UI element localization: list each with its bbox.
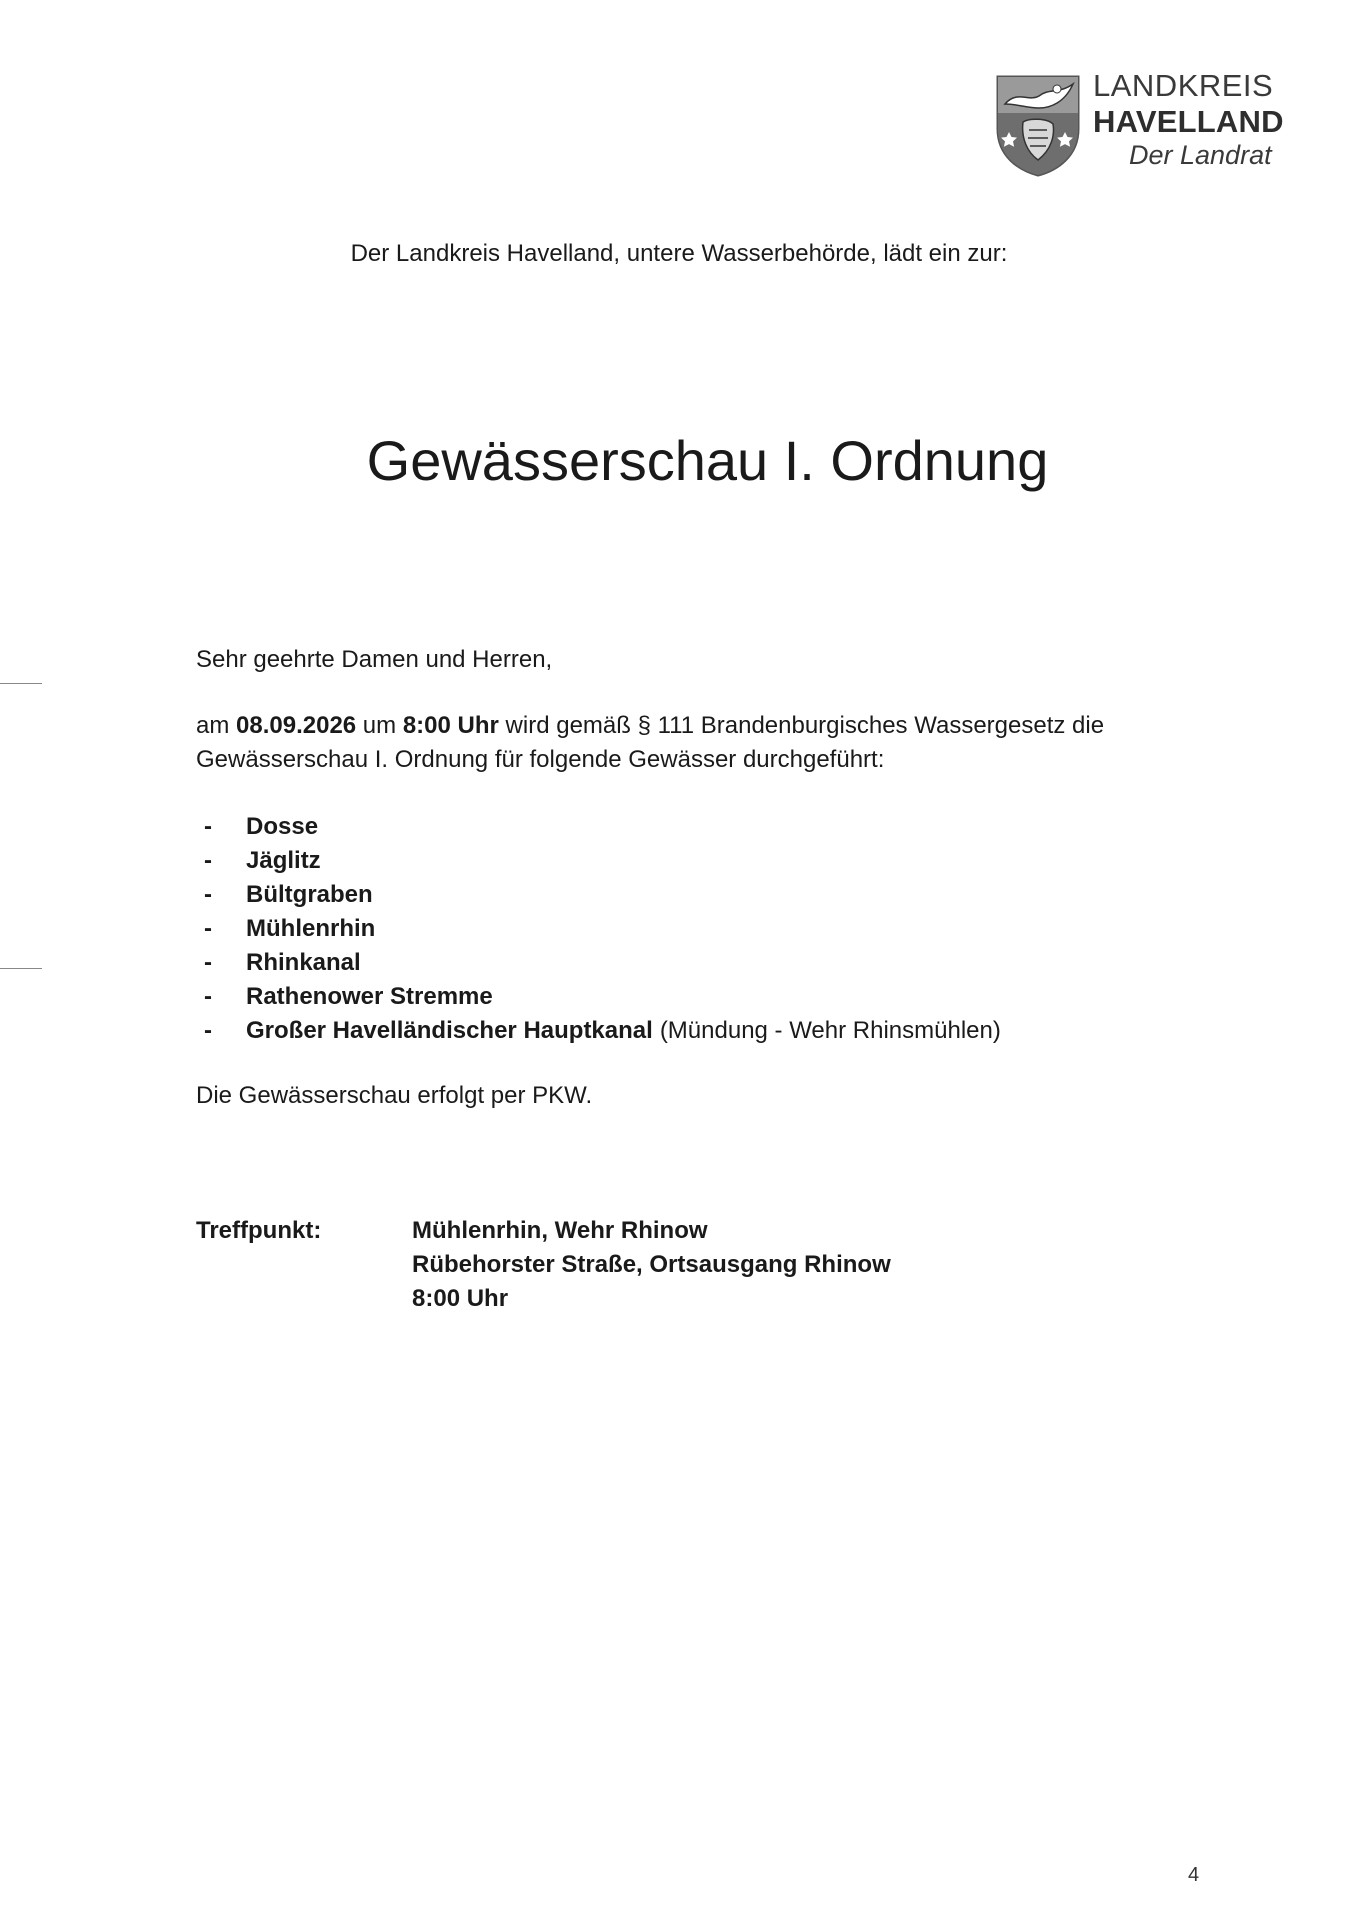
water-name: Dosse xyxy=(246,813,319,840)
list-item xyxy=(196,844,1001,878)
water-name: Rathenower Stremme xyxy=(246,983,493,1010)
paragraph-prefix: am xyxy=(196,712,237,739)
waters-list xyxy=(196,810,1001,1048)
logo-landkreis: LANDKREIS xyxy=(1093,68,1274,103)
meeting-details xyxy=(412,1214,1012,1316)
water-name: Großer Havelländischer Hauptkanal xyxy=(246,1017,653,1044)
page-number: 4 xyxy=(1188,1864,1200,1886)
meeting-street: Rübehorster Straße, Ortsausgang Rhinow xyxy=(412,1251,891,1278)
logo-der-landrat: Der Landrat xyxy=(1129,140,1272,170)
water-name: Rhinkanal xyxy=(246,949,361,976)
logo-havelland: HAVELLAND xyxy=(1093,104,1284,139)
meeting-time: 8:00 Uhr xyxy=(412,1285,509,1312)
landkreis-logo xyxy=(995,70,1315,180)
list-item xyxy=(196,980,1001,1014)
paragraph-mid: um xyxy=(356,712,403,739)
water-section-note: (Mündung - Wehr Rhinsmühlen) xyxy=(659,1017,1001,1044)
list-item xyxy=(196,946,1001,980)
event-date: 08.09.2026 xyxy=(236,712,357,739)
meeting-label: Treffpunkt: xyxy=(196,1217,322,1244)
intro-line: Der Landkreis Havelland, untere Wasserbehörde, lädt ein zur: xyxy=(350,240,1008,267)
water-name: Bültgraben xyxy=(246,881,373,908)
water-name: Mühlenrhin xyxy=(246,915,376,942)
main-paragraph xyxy=(196,709,1196,777)
meeting-location: Mühlenrhin, Wehr Rhinow xyxy=(412,1217,708,1244)
list-dash: - xyxy=(204,983,212,1010)
coat-of-arms-icon xyxy=(995,74,1081,178)
list-item xyxy=(196,878,1001,912)
fold-mark-top xyxy=(0,683,42,684)
list-dash: - xyxy=(204,915,212,942)
fold-mark-middle xyxy=(0,968,42,969)
salutation: Sehr geehrte Damen und Herren, xyxy=(196,646,553,673)
paragraph-rest: wird gemäß § 111 Brandenburgisches Wassergesetz die Gewässerschau I. Ordnung für folgende Gewässer durchgeführt: xyxy=(196,712,1105,773)
page-title: Gewässerschau I. Ordnung xyxy=(366,429,1049,492)
list-item xyxy=(196,912,1001,946)
logo-text xyxy=(1093,70,1284,169)
list-item xyxy=(196,1014,1001,1048)
list-item xyxy=(196,810,1001,844)
list-dash: - xyxy=(204,949,212,976)
transport-note: Die Gewässerschau erfolgt per PKW. xyxy=(196,1082,593,1109)
list-dash: - xyxy=(204,881,212,908)
water-name: Jäglitz xyxy=(246,847,321,874)
list-dash: - xyxy=(204,1017,212,1044)
list-dash: - xyxy=(204,813,212,840)
list-dash: - xyxy=(204,847,212,874)
event-time: 8:00 Uhr xyxy=(402,712,499,739)
